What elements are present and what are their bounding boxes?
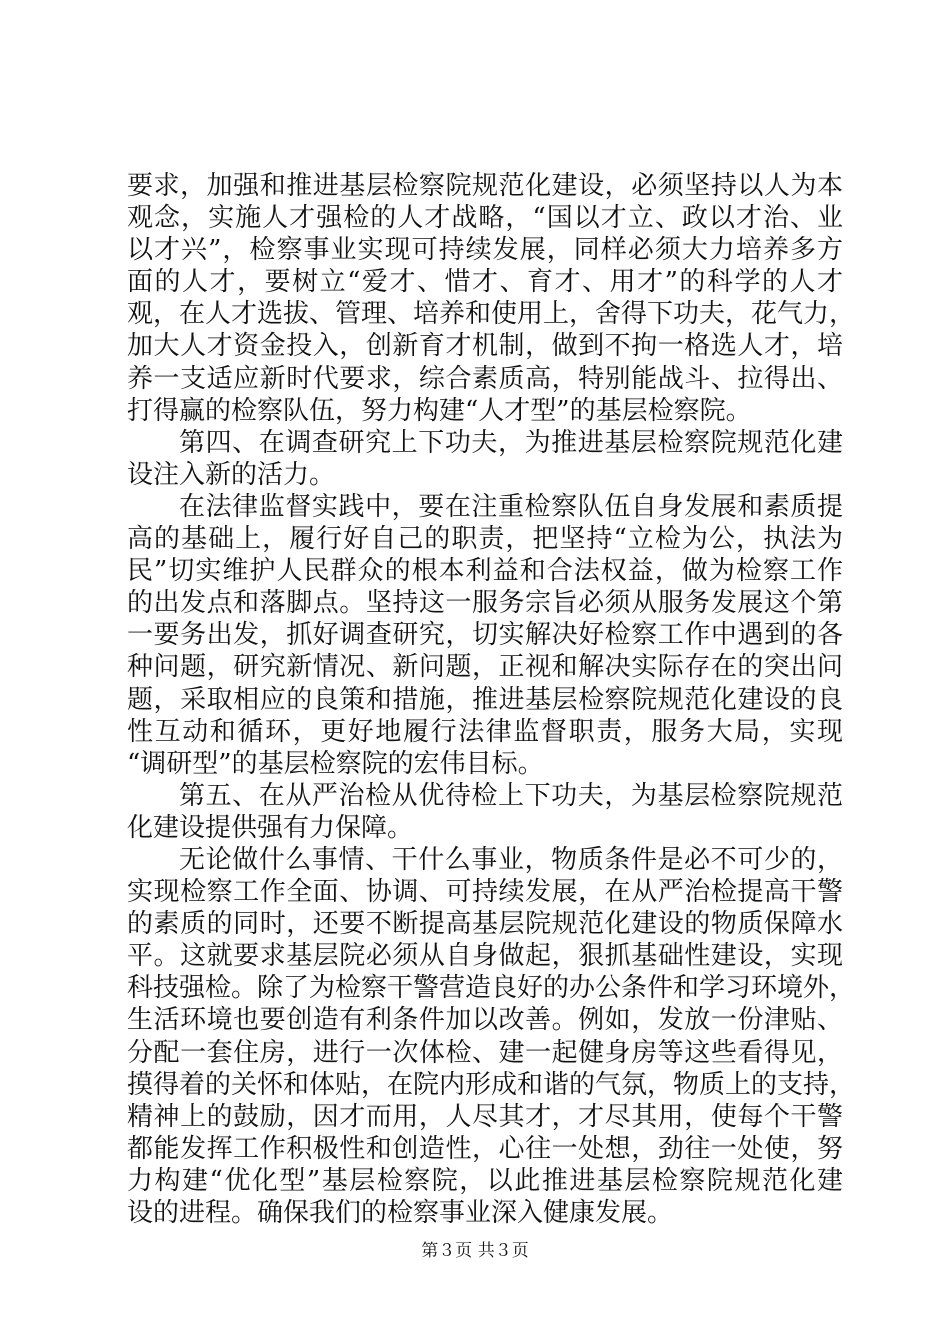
text-line: 面的人才，要树立“爱才、惜才、育才、用才”的科学的人才: [127, 267, 843, 298]
text-line: 在法律监督实践中，要在注重检察队伍自身发展和素质提: [179, 491, 843, 522]
text-line: 力构建“优化型”基层检察院，以此推进基层检察院规范化建: [127, 1165, 843, 1196]
text-line: 种问题，研究新情况、新问题，正视和解决实际存在的突出问: [127, 652, 843, 683]
text-line: 的出发点和落脚点。坚持这一服务宗旨必须从服务发展这个第: [127, 588, 843, 619]
text-line: 第四、在调查研究上下功夫，为推进基层检察院规范化建: [179, 427, 843, 458]
text-line: 科技强检。除了为检察干警营造良好的办公条件和学习环境外，: [127, 973, 856, 1004]
text-line: 化建设提供强有力保障。: [127, 812, 414, 843]
text-line: 生活环境也要创造有利条件加以改善。例如，发放一份津贴、: [127, 1005, 843, 1036]
text-line: 加大人才资金投入，创新育才机制，做到不拘一格选人才，培: [127, 331, 843, 362]
text-line: 实现检察工作全面、协调、可持续发展，在从严治检提高干警: [127, 877, 843, 908]
text-line: 设注入新的活力。: [127, 459, 336, 490]
page-footer: 第３页 共３页: [421, 1241, 529, 1261]
text-line: 无论做什么事情、干什么事业，物质条件是必不可少的，: [179, 844, 843, 875]
text-line: 民”切实维护人民群众的根本利益和合法权益，做为检察工作: [127, 556, 843, 587]
text-line: 精神上的鼓励，因才而用，人尽其才，才尽其用，使每个干警: [127, 1101, 843, 1132]
text-line: 题，采取相应的良策和措施，推进基层检察院规范化建设的良: [127, 684, 843, 715]
text-line: 一要务出发，抓好调查研究，切实解决好检察工作中遇到的各: [127, 620, 843, 651]
text-line: 第五、在从严治检从优待检上下功夫，为基层检察院规范: [179, 780, 843, 811]
text-line: 观，在人才选拔、管理、培养和使用上，舍得下功夫，花气力，: [127, 299, 856, 330]
text-line: 都能发挥工作积极性和创造性，心往一处想，劲往一处使，努: [127, 1133, 843, 1164]
text-line: 性互动和循环，更好地履行法律监督职责，服务大局，实现: [127, 716, 843, 747]
text-line: 的素质的同时，还要不断提高基层院规范化建设的物质保障水: [127, 909, 843, 940]
text-line: 设的进程。确保我们的检察事业深入健康发展。: [127, 1198, 674, 1228]
text-line: 高的基础上，履行好自己的职责，把坚持“立检为公，执法为: [127, 524, 843, 555]
text-line: 要求，加强和推进基层检察院规范化建设，必须坚持以人为本: [127, 171, 843, 201]
text-line: 观念，实施人才强检的人才战略，“国以才立、政以才治、业: [127, 203, 843, 234]
text-line: 养一支适应新时代要求，综合素质高，特别能战斗、拉得出、: [127, 363, 843, 394]
text-line: 以才兴”，检察事业实现可持续发展，同样必须大力培养多方: [127, 235, 843, 266]
text-line: 平。这就要求基层院必须从自身做起，狠抓基础性建设，实现: [127, 941, 843, 972]
text-line: “调研型”的基层检察院的宏伟目标。: [127, 748, 544, 779]
text-line: 打得赢的检察队伍，努力构建“人才型”的基层检察院。: [127, 395, 752, 426]
text-line: 分配一套住房，进行一次体检、建一起健身房等这些看得见，: [127, 1037, 843, 1068]
document-body: [127, 170, 856, 1229]
text-line: 摸得着的关怀和体贴，在院内形成和谐的气氛，物质上的支持，: [127, 1069, 856, 1100]
